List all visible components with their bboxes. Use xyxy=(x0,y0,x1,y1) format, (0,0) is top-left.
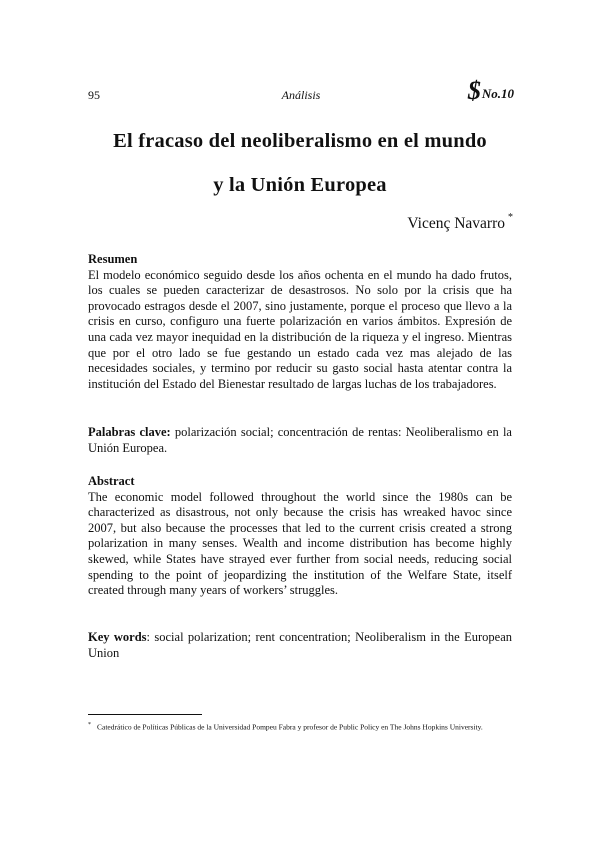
footnote-divider xyxy=(88,714,202,715)
author-name: Vicenç Navarro xyxy=(407,215,505,233)
palabras-clave-section xyxy=(88,425,512,456)
key-words-label: Key words xyxy=(88,630,147,644)
abstract-heading: Abstract xyxy=(88,474,135,488)
footnote xyxy=(88,720,512,733)
section-title: Análisis xyxy=(281,88,321,102)
key-words-section xyxy=(88,630,512,661)
abstract-text: The economic model followed throughout the world since the 1980s can be characterized as disastrous, not only because the crisis has wreaked havoc since 2007, but also because the processes that led to the current crisis created a strong polarization in many senses. Wealth and income distribution has become highly skewed, while States have strayed ever further from social needs, reducing social spending to the point of jeopardizing the institution of the Welfare State, itself created through many years of workers’ struggles. xyxy=(88,489,512,598)
footnote-mark: * xyxy=(88,722,91,728)
issue-number: No.10 xyxy=(481,86,514,101)
author xyxy=(407,214,513,233)
page-number: 95 xyxy=(88,88,100,102)
resumen-heading: Resumen xyxy=(88,252,138,266)
key-words-text: : social polarization; rent concentration; Neoliberalism in the European Union xyxy=(88,630,512,660)
page-header xyxy=(88,78,514,108)
article-title-line-1: El fracaso del neoliberalismo en el mundo xyxy=(113,130,487,152)
resumen-text: El modelo económico seguido desde los años ochenta en el mundo ha dado frutos, los cuales se pueden caracterizar de desastrosos. No solo por la crisis que ha provocado estragos desde el 2007, sino justamente, porque el proceso que llevo a la crisis en curso, configuro una fuerte polarización en varios ámbitos. Expresión de una cada vez mayor inequidad en la distribución de la riqueza y el ingreso. Mientras que por el otro lado se fue gestando un estado cada vez mas alejado de las necesidades sociales, y termino por reducir su gasto social hasta atentar contra la institución del Estado del Bienestar resultado de largas luchas de los trabajadores. xyxy=(88,267,512,391)
abstract-section xyxy=(88,474,512,599)
logo-glyph: $ xyxy=(467,76,481,105)
article-title-line-2: y la Unión Europea xyxy=(213,174,387,196)
palabras-clave-label: Palabras clave: xyxy=(88,425,171,439)
resumen-section xyxy=(88,252,512,392)
palabras-clave-text: polarización social; concentración de rentas: Neoliberalismo en la Unión Europea. xyxy=(88,425,512,455)
author-footnote-mark: * xyxy=(508,212,513,223)
journal-logo xyxy=(468,78,514,104)
footnote-text: Catedrático de Políticas Públicas de la Universidad Pompeu Fabra y profesor de Public Policy en The Johns Hopkins University. xyxy=(97,722,483,732)
